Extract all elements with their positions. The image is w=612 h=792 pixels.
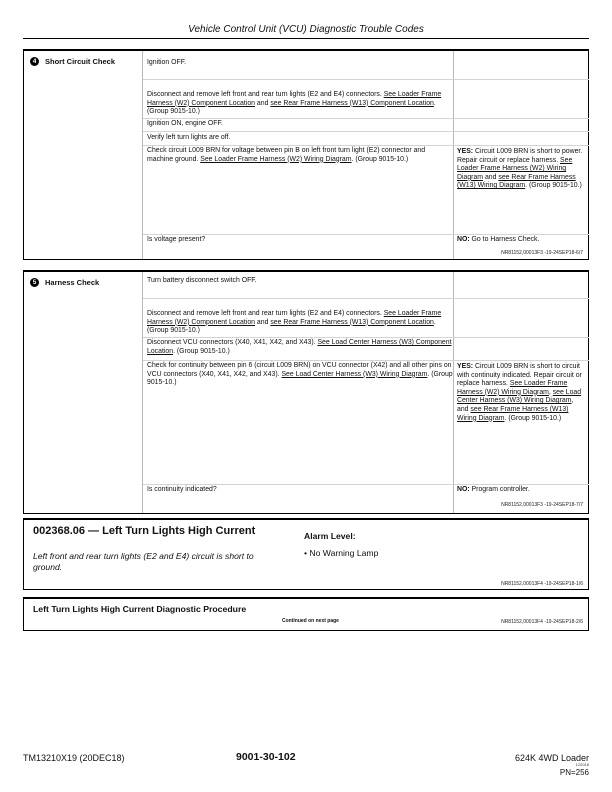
footer-model: 624K 4WD Loader	[514, 753, 589, 763]
link[interactable]: see Rear Frame Harness (W13) Wiring Diagram	[457, 405, 569, 422]
reference-code: NR81152,00013F3 -19-24SEP18-6/7	[501, 250, 583, 256]
step-instruction: Check for continuity between pin 6 (circuit L009 BRN) on VCU connector (X42) and all other pins on VCU connectors (X40, X41, X42, and X43). See Load Center Harness (W3) Wiring Diagram. (Group 9015-10.)	[147, 362, 453, 387]
yes-result: YES: Circuit L009 BRN is short to circuit with continuity indicated. Repair circuit or replace harness. See Loader Frame Harness (W2) Wiring Diagram, see Load Center Harness (W3) Wiring Diagram, and see Rear Frame Harness (W13) Wiring Diagram. (Group 9015-10.)	[457, 363, 582, 422]
footer-date-code: 122018	[575, 762, 589, 767]
procedure-box	[23, 597, 589, 631]
row-divider	[143, 145, 589, 146]
link[interactable]: See Loader Frame Harness (W2) Component Location	[147, 91, 442, 107]
bullet-icon: •	[304, 548, 308, 558]
link[interactable]: See Loader Frame Harness (W2) Wiring Diagram	[457, 156, 573, 181]
dtc-code-box	[23, 518, 589, 590]
step-instruction: Disconnect and remove left front and rear turn lights (E2 and E4) connectors. See Loader Frame Harness (W2) Component Location and see Rear Frame Harness (W13) Component Location. (Group 9015-10.)	[147, 310, 442, 335]
step-instruction: Turn battery disconnect switch OFF.	[147, 277, 257, 284]
column-divider	[142, 272, 143, 513]
step-instruction: Disconnect VCU connectors (X40, X41, X42, and X43). See Load Center Harness (W3) Component Location. (Group 9015-10.)	[147, 339, 452, 355]
row-divider	[143, 360, 589, 361]
alarm-level-title: Alarm Level:	[304, 531, 356, 541]
row-divider	[143, 79, 589, 80]
row-divider	[143, 118, 589, 119]
continued-note: Continued on next page	[282, 618, 339, 624]
row-divider	[143, 484, 589, 485]
column-divider	[453, 51, 454, 259]
reference-code: NR81152,00013F4 -19-24SEP18-2/6	[501, 619, 583, 625]
step-number-badge: 5	[30, 278, 39, 287]
footer-manual-id: TM13210X19 (20DEC18)	[23, 753, 125, 763]
row-divider	[143, 337, 589, 338]
alarm-level-item: • No Warning Lamp	[304, 548, 379, 558]
dtc-description: Left front and rear turn lights (E2 and E4) circuit is short to ground.	[33, 551, 254, 572]
step-instruction: Check circuit L009 BRN for voltage between pin B on left front turn light (E2) connector and machine ground. See Loader Frame Harness (W2) Wiring Diagram. (Group 9015-10.)	[147, 147, 426, 163]
link[interactable]: See Loader Frame Harness (W2) Wiring Diagram	[457, 380, 568, 396]
step-question: Is continuity indicated?	[147, 486, 217, 493]
reference-code: NR81152,00013F3 -19-24SEP18-7/7	[501, 502, 583, 508]
link[interactable]: see Load Center Harness (W3) Wiring Diagram	[457, 388, 582, 405]
footer-page-number: 9001-30-102	[236, 751, 296, 763]
header-rule	[23, 38, 589, 39]
step-instruction: Disconnect and remove left front and rear turn lights (E2 and E4) connectors. See Loader Frame Harness (W2) Component Location and see Rear Frame Harness (W13) Component Location. (Group 9015-10.)	[147, 91, 442, 116]
step-instruction: Verify left turn lights are off.	[147, 134, 231, 141]
short-circuit-check-box	[23, 49, 589, 260]
step-title-text: Harness Check	[45, 278, 100, 287]
link[interactable]: See Load Center Harness (W3) Wiring Diagram	[281, 370, 428, 378]
link[interactable]: See Load Center Harness (W3) Component Location	[147, 339, 452, 355]
reference-code: NR81152,00013F4 -19-24SEP18-1/6	[501, 581, 583, 587]
step-title	[30, 278, 99, 287]
no-result: NO: Program controller.	[457, 486, 530, 493]
link[interactable]: See Loader Frame Harness (W2) Component Location	[147, 310, 442, 326]
row-divider	[143, 234, 589, 235]
step-instruction: Ignition ON, engine OFF.	[147, 120, 223, 127]
row-divider	[143, 298, 589, 299]
link[interactable]: see Rear Frame Harness (W13) Component Location	[270, 99, 434, 107]
no-result: NO: Go to Harness Check.	[457, 236, 540, 243]
step-question: Is voltage present?	[147, 236, 206, 243]
row-divider	[143, 131, 589, 132]
procedure-title: Left Turn Lights High Current Diagnostic Procedure	[33, 604, 247, 614]
step-instruction: Ignition OFF.	[147, 59, 187, 66]
harness-check-box	[23, 270, 589, 514]
footer-pn: PN=256	[559, 768, 589, 777]
step-title	[30, 57, 115, 66]
yes-result: YES: Circuit L009 BRN is short to power. Repair circuit or replace harness. See Loader Frame Harness (W2) Wiring Diagram and see Rear Frame Harness (W13) Wiring Diagram. (Group 9015-10.)	[457, 148, 583, 190]
column-divider	[142, 51, 143, 259]
column-divider	[453, 272, 454, 513]
link[interactable]: see Rear Frame Harness (W13) Wiring Diagram	[457, 173, 576, 190]
step-number-badge: 4	[30, 57, 39, 66]
step-title-text: Short Circuit Check	[45, 57, 116, 66]
dtc-code-title: 002368.06 — Left Turn Lights High Current	[33, 525, 256, 537]
link[interactable]: See Loader Frame Harness (W2) Wiring Diagram	[200, 155, 352, 163]
page-header-title: Vehicle Control Unit (VCU) Diagnostic Trouble Codes	[188, 24, 424, 35]
link[interactable]: see Rear Frame Harness (W13) Component Location	[270, 318, 434, 326]
